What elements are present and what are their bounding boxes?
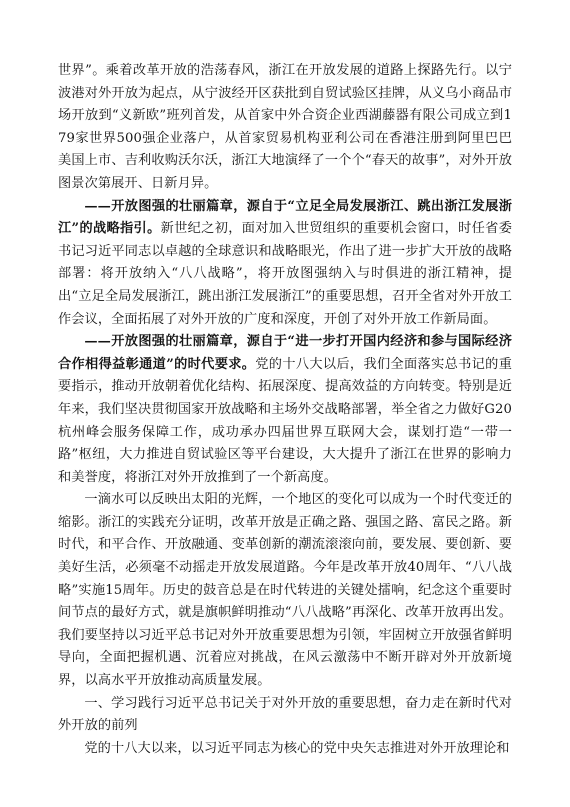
- paragraph-era-requirement: [58, 331, 512, 489]
- paragraph-reflection: 一滴水可以反映出太阳的光辉，一个地区的变化可以成为一个时代变迁的缩影。浙江的实践充分证明，改革开放是正确之路、强国之路、富民之路。新时代，和平合作、开放融通、变革创新的潮流滚滚向前，要发展、要创新、要美好生活，必须毫不动摇走开放发展道路。今年是改革开放40周年、“八八战略”实施15周年。历史的鼓音总是在时代转进的关键处擂响，纪念这个重要时间节点的最好方式，就是旗帜鲜明推动“八八战略”再深化、改革开放再出发。我们要坚持以习近平总书记对外开放重要思想为引领，牢固树立开放强省鲜明导向，全面把握机遇、沉着应对挑战，在风云激荡中不断开辟对外开放新境界，以高水平开放推动高质量发展。: [58, 492, 512, 689]
- paragraph-strategic-guidance: [58, 196, 512, 332]
- section-heading: 一、学习践行习近平总书记关于对外开放的重要思想，奋力走在新时代对外开放的前列: [58, 695, 512, 734]
- paragraph-lead-bold: ——开放图强的壮丽篇章，源自于“进一步打开国内经济和参与国际经济合作相得益彰通道”的时代要求。: [58, 334, 512, 372]
- paragraph-section-intro: 党的十八大以来，以习近平同志为核心的党中央矢志推进对外开放理论和: [84, 740, 510, 756]
- paragraph-lead-bold: ——开放图强的壮丽篇章，源自于“立足全局发展浙江、跳出浙江发展浙江”的战略指引。: [58, 198, 512, 237]
- paragraph-body: 党的十八大以后，我们全面落实总书记的重要指示，推动开放朝着优化结构、拓展深度、提高效益的方向转变。特别是近年来，我们坚决贯彻国家开放战略和主场外交战略部署，举全省之力做好G20杭州峰会服务保障工作，成功承办四届世界互联网大会，谋划打造“一带一路”枢纽，大力推进自贸试验区等平台建设，大大提升了浙江在世界的影响力和美誉度，将浙江对外开放推到了一个新高度。: [58, 356, 512, 485]
- paragraph-body: 新世纪之初，面对加入世贸组织的重要机会窗口，时任省委书记习近平同志以卓越的全球意识和战略眼光，作出了进一步扩大开放的战略部署：将开放纳入“八八战略”，将开放图强纳入与时俱进的浙江精神，提出“立足全局发展浙江，跳出浙江发展浙江”的重要思想，召开全省对外开放工作会议，全面拓展了对外开放的广度和深度，开创了对外开放工作新局面。: [58, 221, 512, 327]
- paragraph-opening-continuation: 世界”。乘着改革开放的浩荡春风，浙江在开放发展的道路上探路先行。以宁波港对外开放为起点，从宁波经开区获批到自贸试验区挂牌，从义乌小商品市场开放到“义新欧”班列首发，从首家中外合资企业西湖藤器有限公司成立到179家世界500强企业落户，从首家贸易机构亚利公司在香港注册到阿里巴巴美国上市、吉利收购沃尔沃，浙江大地演绎了一个个“春天的故事”，对外开放图景次第展开、日新月异。: [58, 63, 512, 191]
